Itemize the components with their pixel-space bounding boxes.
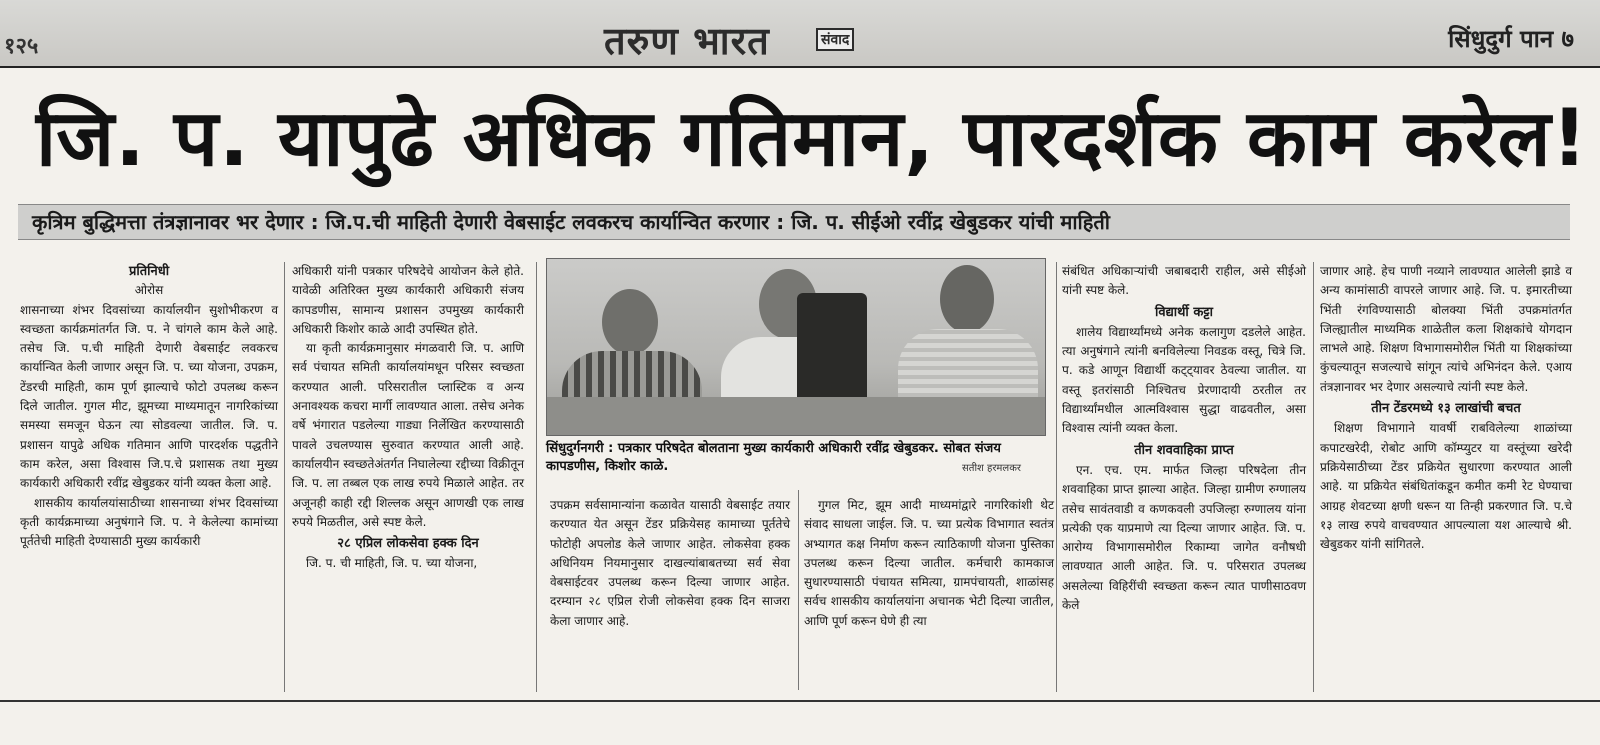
press-conference-photo: [546, 258, 1046, 436]
column-divider: [1056, 262, 1057, 692]
column-4: [804, 496, 1054, 631]
edition-page-label: सिंधुदुर्ग पान ७: [1448, 25, 1574, 53]
column-2: [292, 262, 524, 574]
paragraph: संबंधित अधिकाऱ्यांची जबाबदारी राहील, असे सीईओ यांनी स्पष्ट केले.: [1062, 264, 1306, 298]
paragraph: उपक्रम सर्वसामान्यांना कळावेत यासाठी वेबसाईट तयार करण्यात येत असून टेंडर प्रक्रियेसह कामाच्या पूर्ततेचे फोटोही अपलोड केले जाणार आहेत. लोकसेवा हक्क अधिनियम नियमानुसार दाखल्यांबाबतच्या सर्व सेवा वेबसाईटवर उपलब्ध करून दिल्या जाणार आहेत. दरम्यान २८ एप्रिल रोजी लोकसेवा हक्क दिन साजरा केला जाणार आहे.: [550, 498, 790, 628]
newspaper-brand: तरुण भारत: [604, 19, 770, 63]
section-heading: विद्यार्थी कट्टा: [1154, 304, 1214, 320]
column-divider: [798, 490, 799, 690]
column-3: [550, 496, 790, 631]
paragraph: शासनाच्या शंभर दिवसांच्या कार्यालयीन सुशोभीकरण व स्वच्छता कार्यक्रमांतर्गत जि. प. ने चांगले काम केले आहे. तसेच जि. प.ची माहिती देणारी वेबसाईट लवकरच कार्यान्वित केली जाणार असून जि. प. च्या योजना, उपक्रम, टेंडरची माहिती, काम पूर्ण झाल्याचे फोटो उपलब्ध करून दिले जातील. गुगल मीट, झूमच्या माध्यमातून नागरिकांच्या समस्या समजून घेऊन त्या सोडवल्या जातील. जि. प. प्रशासन यापुढे अधिक गतिमान आणि पारदर्शक पद्धतीने काम करेल, असा विश्वास जि.प.चे प्रशासक तथा मुख्य कार्यकारी अधिकारी रवींद्र खेबुडकर यांनी व्यक्त केला आहे.: [20, 302, 278, 491]
section-heading: २८ एप्रिल लोकसेवा हक्क दिन: [337, 536, 479, 552]
section-heading: तीन टेंडरमध्ये १३ लाखांची बचत: [1371, 401, 1521, 417]
paragraph: जाणार आहे. हेच पाणी नव्याने लावण्यात आलेली झाडे व अन्य कामांसाठी वापरले जाणार आहे. जि. प. इमारतीच्या भिंती रंगविण्यासाठी बोलक्या भिंती उपक्रमांतर्गत जिल्ह्यातील माध्यमिक शाळेतील कला शिक्षकांचे योगदान लाभले आहे. शिक्षण विभागासमोरील भिंती या शिक्षकांच्या कुंचल्यातून सजल्याचे सांगून त्यांचे अभिनंदन केले. एआय तंत्रज्ञानावर भर देणार असल्याचे त्यांनी स्पष्ट केले.: [1320, 264, 1572, 394]
section-heading: तीन शववाहिका प्राप्त: [1134, 442, 1234, 458]
photo-caption: सिंधुदुर्गनगरी : पत्रकार परिषदेत बोलताना मुख्य कार्यकारी अधिकारी रवींद्र खेबुडकर. सोबत संजय कापडणीस, किशोर काळे.: [546, 441, 1001, 474]
chair-back: [797, 293, 867, 403]
subheadline: कृत्रिम बुद्धिमत्ता तंत्रज्ञानावर भर देणार : जि.प.ची माहिती देणारी वेबसाईट लवकरच कार्यान्वित करणार : जि. प. सीईओ रवींद्र खेबुडकर यांची माहिती: [18, 204, 1570, 240]
column-6: [1320, 262, 1572, 554]
dateline-place: ओरोस: [134, 283, 164, 298]
photo-credit: सतीश हरमलकर: [962, 463, 1021, 474]
paragraph: अधिकारी यांनी पत्रकार परिषदेचे आयोजन केले होते. यावेळी अतिरिक्त मुख्य कार्यकारी अधिकारी संजय कापडणीस, सामान्य प्रशासन उपमुख्य कार्यकारी अधिकारी किशोर काळे आदी उपस्थित होते.: [292, 264, 524, 336]
masthead: [0, 0, 1600, 68]
paragraph: एन. एच. एम. मार्फत जिल्हा परिषदेला तीन शववाहिका प्राप्त झाल्या आहेत. जिल्हा ग्रामीण रुग्णालय तसेच सावंतवाडी व कणकवली उपजिल्हा रुग्णालय यांना प्रत्येकी एक याप्रमाणे त्या दिल्या जाणार आहेत. जि. प. आरोग्य विभागासमोरील रिकाम्या जागेत वनौषधी लावण्यात आली आहेत. जि. प. परिसरात उपलब्ध असलेल्या विहिरींची स्वच्छता करून त्यात पाणीसाठवण केले: [1062, 462, 1306, 613]
conference-table: [547, 397, 1046, 435]
story-bottom-rule: [0, 700, 1600, 702]
paragraph: शालेय विद्यार्थ्यांमध्ये अनेक कलागुण दडलेले आहेत. त्या अनुषंगाने त्यांनी बनविलेल्या निवडक वस्तू, चित्रे जि. प. कडे आणून विद्यार्थी कट्ट्यावर ठेवल्या जातील. या वस्तू इतरांसाठी निश्चितच प्रेरणादायी ठरतील तर विद्यार्थ्यांमधील आत्मविश्वास सुद्धा वाढवतील, असा विश्वास त्यांनी व्यक्त केला.: [1062, 324, 1306, 436]
column-divider: [284, 262, 285, 692]
brand-tag: संवाद: [816, 28, 854, 51]
paragraph: शिक्षण विभागाने यावर्षी राबविलेल्या शाळांच्या कपाटखरेदी, रोबोट आणि कॉम्प्युटर या वस्तूंच्या खरेदी प्रक्रियेसाठीच्या टेंडर प्रक्रियेत सुधारणा करण्यात आली आहे. या प्रक्रियेत संबंधितांकडून कमीत कमी रेट घेण्याचा आग्रह शेवटच्या क्षणी धरून या तिन्ही प्रकरणात जि. प.चे १३ लाख रुपये वाचवण्यात आपल्याला यश आल्याचे श्री. खेबुडकर यांनी सांगितले.: [1320, 421, 1572, 552]
byline: प्रतिनिधी: [128, 264, 170, 279]
paragraph: या कृती कार्यक्रमानुसार मंगळवारी जि. प. आणि सर्व पंचायत समिती कार्यालयांमधून परिसर स्वच्छता करण्यात आली. परिसरातील प्लास्टिक व अन्य अनावश्यक कचरा मार्गी लावण्यात आला. तसेच अनेक वर्षे भंगारात पडलेल्या गाड्या निर्लेखित करण्यासाठी पावले उचलण्यास सुरुवात करण्यात आली आहे. कार्यालयीन स्वच्छतेअंतर्गत निघालेल्या रद्दीच्या विक्रीतून जि. प. ला तब्बल एक लाख रुपये मिळाले आहेत. तर अजूनही काही रद्दी शिल्लक असून आणखी एक लाख रुपये मिळतील, असे स्पष्ट केले.: [292, 341, 524, 529]
page-number-left: १२५: [4, 34, 39, 59]
column-divider: [1313, 262, 1314, 692]
paragraph: जि. प. ची माहिती, जि. प. च्या योजना,: [306, 556, 478, 571]
column-5: [1062, 262, 1306, 615]
paragraph: शासकीय कार्यालयांसाठीच्या शासनाच्या शंभर दिवसांच्या कृती कार्यक्रमाच्या अनुषंगाने जि. प. ने केलेल्या कामांच्या पूर्ततेची माहिती देण्यासाठी मुख्य कार्यकारी: [20, 495, 278, 549]
column-divider: [536, 262, 537, 692]
paragraph: गुगल मिट, झूम आदी माध्यमांद्वारे नागरिकांशी थेट संवाद साधला जाईल. जि. प. च्या प्रत्येक विभागात स्वतंत्र अभ्यागत कक्ष निर्माण करून त्याठिकाणी योजना पुस्तिका उपलब्ध करून दिल्या जातील. कर्मचारी कामकाज सुधारण्यासाठी पंचायत समित्या, ग्रामपंचायती, शाळांसह सर्वच शासकीय कार्यालयांना अचानक भेटी दिल्या जातील, आणि पूर्ण करून घेणे ही त्या: [804, 498, 1054, 628]
main-headline: जि. प. यापुढे अधिक गतिमान, पारदर्शक काम करेल!: [36, 94, 1589, 184]
column-1: [20, 262, 278, 551]
